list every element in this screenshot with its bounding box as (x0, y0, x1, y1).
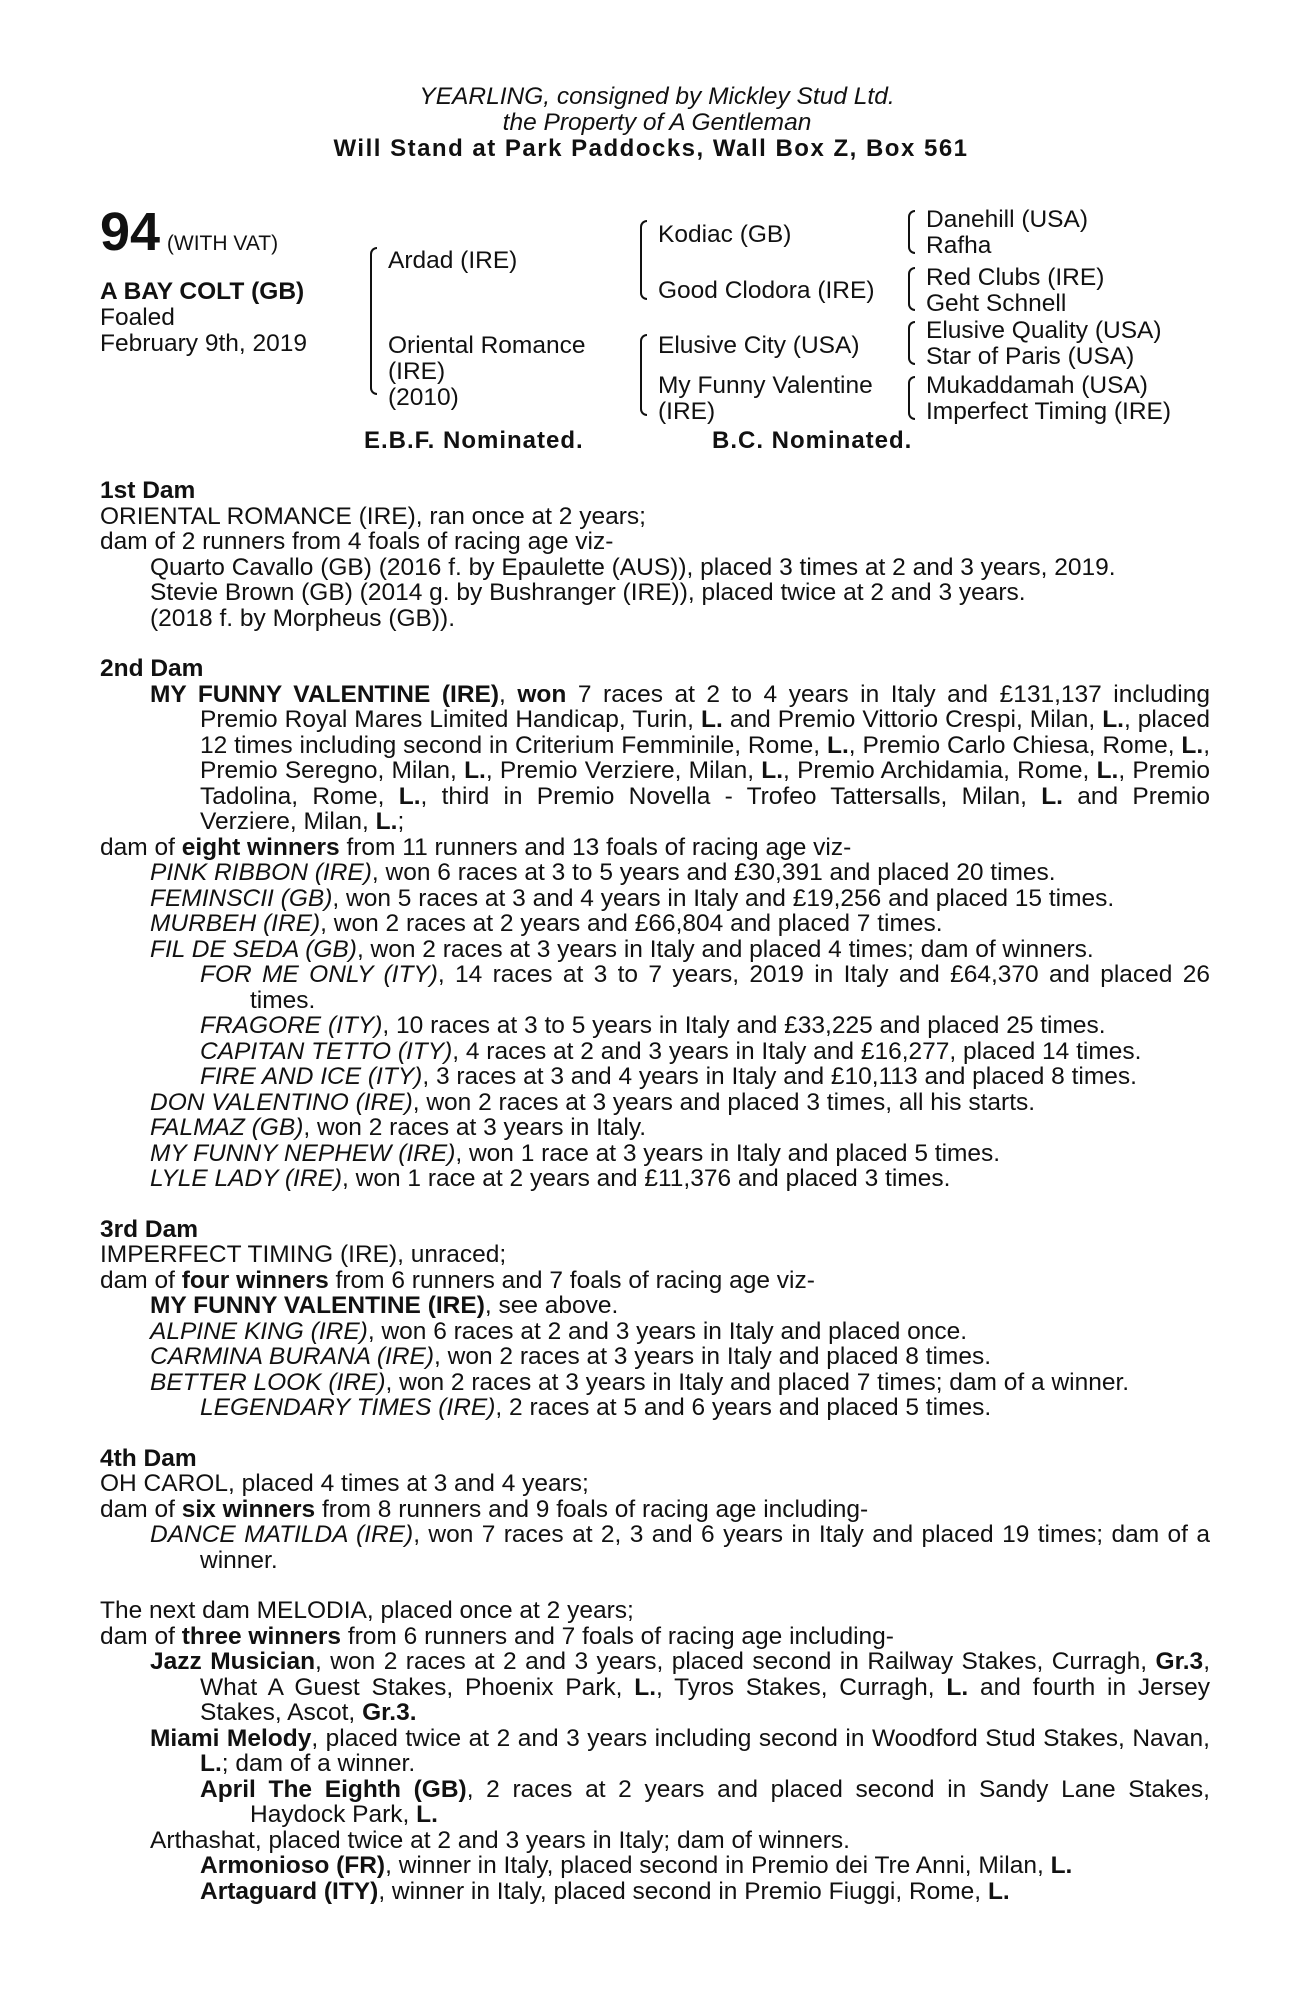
pedigree-text (100, 478, 1210, 1929)
produce-entry: BETTER LOOK (IRE), won 2 races at 3 years in Italy and placed 7 times; dam of a winner. (150, 1368, 1130, 1396)
pedigree-sire-sire: Kodiac (GB) (658, 221, 792, 248)
next-dam-section (100, 1598, 1210, 1904)
dam-line: ORIENTAL ROMANCE (IRE), ran once at 2 years; (100, 502, 646, 530)
pedigree-dss: Elusive Quality (USA) (926, 317, 1162, 344)
grandproduce-entry: Artaguard (ITY), winner in Italy, placed second in Premio Fiuggi, Rome, L. (200, 1877, 1010, 1905)
property-line: the Property of A Gentleman (502, 109, 812, 136)
pedigree-dam-sire: Elusive City (USA) (658, 332, 860, 359)
grandproduce-entry: LEGENDARY TIMES (IRE), 2 races at 5 and 6 years and placed 5 times. (200, 1394, 992, 1421)
pedigree-ssd: Rafha (926, 232, 992, 259)
produce-entry: MY FUNNY NEPHEW (IRE), won 1 race at 3 years in Italy and placed 5 times. (150, 1139, 1001, 1167)
dam-line: The next dam MELODIA, placed once at 2 years; (100, 1597, 634, 1624)
produce-summary: dam of three winners from 6 runners and 7 foals of racing age including- (100, 1622, 894, 1650)
pedigree-dsd: Star of Paris (USA) (926, 343, 1135, 370)
produce-entry: DON VALENTINO (IRE), won 2 races at 3 years and placed 3 times, all his starts. (150, 1088, 1036, 1116)
pedigree-dam: Oriental Romance (388, 332, 586, 359)
produce-summary: dam of eight winners from 11 runners and 13 foals of racing age viz- (100, 833, 852, 861)
produce-summary: dam of 2 runners from 4 foals of racing age viz- (100, 528, 614, 555)
lot-description: A BAY COLT (GB) (100, 278, 305, 305)
produce-entry: PINK RIBBON (IRE), won 6 races at 3 to 5 years and £30,391 and placed 20 times. (150, 859, 1056, 886)
foaled-label: Foaled (100, 304, 175, 331)
pedigree-brace (640, 334, 647, 416)
produce-entry: Jazz Musician, won 2 races at 2 and 3 years, placed second in Railway Stakes, Curragh, Gr.3, What A Guest Stakes, Phoenix Park, L., Tyros Stakes, Curragh, L. and fourth in Jersey Stakes, Ascot, Gr.3. (150, 1648, 1211, 1726)
fourth-dam-section (100, 1446, 1210, 1574)
grandproduce-entry: FOR ME ONLY (ITY), 14 races at 3 to 7 years, 2019 in Italy and £64,370 and placed 26 times. (200, 961, 1210, 1014)
pedigree-brace (370, 247, 377, 395)
first-dam-section (100, 478, 1210, 631)
pedigree-dds: Mukaddamah (USA) (926, 372, 1148, 399)
produce-entry: Arthashat, placed twice at 2 and 3 years in Italy; dam of winners. (150, 1826, 850, 1854)
pedigree-sdd: Geht Schnell (926, 290, 1067, 317)
second-dam-section (100, 656, 1210, 1192)
section-heading: 3rd Dam (100, 1215, 199, 1243)
third-dam-section (100, 1217, 1210, 1421)
section-heading: 1st Dam (100, 477, 196, 504)
foaled-date: February 9th, 2019 (100, 330, 308, 357)
grandproduce-entry: CAPITAN TETTO (ITY), 4 races at 2 and 3 years in Italy and £16,277, placed 14 times. (200, 1037, 1142, 1065)
produce-entry: FIL DE SEDA (GB), won 2 races at 3 years in Italy and placed 4 times; dam of winners. (150, 935, 1094, 963)
produce-entry: CARMINA BURANA (IRE), won 2 races at 3 years in Italy and placed 8 times. (150, 1343, 992, 1370)
pedigree-brace (908, 210, 915, 254)
pedigree-brace (908, 376, 915, 420)
produce-entry: Quarto Cavallo (GB) (2016 f. by Epaulette (AUS)), placed 3 times at 2 and 3 years, 2019. (150, 553, 1116, 581)
grandproduce-entry: FIRE AND ICE (ITY), 3 races at 3 and 4 years in Italy and £10,113 and placed 8 times. (200, 1063, 1137, 1090)
dam-line: OH CAROL, placed 4 times at 3 and 4 years; (100, 1470, 589, 1497)
pedigree-brace (908, 321, 915, 365)
stabling-line: Will Stand at Park Paddocks, Wall Box Z, Box 561 (333, 135, 969, 162)
produce-entry: FEMINSCII (GB), won 5 races at 3 and 4 years in Italy and £19,256 and placed 15 times. (150, 884, 1115, 912)
section-heading: 2nd Dam (100, 655, 204, 682)
bc-nomination: B.C. Nominated. (712, 427, 913, 454)
produce-entry: LYLE LADY (IRE), won 1 race at 2 years and £11,376 and placed 3 times. (150, 1165, 951, 1192)
pedigree-dam-dam-country: (IRE) (658, 398, 716, 425)
grandproduce-entry: April The Eighth (GB), 2 races at 2 years and placed second in Sandy Lane Stakes, Haydock Park, L. (200, 1775, 1210, 1828)
pedigree-sds: Red Clubs (IRE) (926, 264, 1105, 291)
produce-summary: dam of six winners from 8 runners and 9 foals of racing age including- (100, 1495, 869, 1523)
dam-line: IMPERFECT TIMING (IRE), unraced; (100, 1241, 507, 1268)
pedigree-sire-dam: Good Clodora (IRE) (658, 277, 875, 304)
produce-entry: MY FUNNY VALENTINE (IRE), see above. (150, 1292, 619, 1319)
pedigree-dam-country: (IRE) (388, 358, 446, 385)
dam-record: MY FUNNY VALENTINE (IRE), won 7 races at 2 to 4 years in Italy and £131,137 including Premio Royal Mares Limited Handicap, Turin, L. and Premio Vittorio Crespi, Milan, L., placed 12 times including second in Criterium Femminile, Rome, L., Premio Carlo Chiesa, Rome, L., Premio Seregno, Milan, L., Premio Verziere, Milan, L., Premio Archidamia, Rome, L., Premio Tadolina, Rome, L., third in Premio Novella - Trofeo Tattersalls, Milan, L. and Premio Verziere, Milan, L.; (150, 680, 1210, 835)
pedigree-sss: Danehill (USA) (926, 206, 1089, 233)
pedigree-dam-dam: My Funny Valentine (658, 372, 873, 399)
grandproduce-entry: FRAGORE (ITY), 10 races at 3 to 5 years in Italy and £33,225 and placed 25 times. (200, 1012, 1106, 1039)
lot-header (100, 202, 279, 262)
produce-entry: (2018 f. by Morpheus (GB)). (150, 604, 456, 632)
consignor-line: YEARLING, consigned by Mickley Stud Ltd. (419, 83, 895, 110)
vat-note: (WITH VAT) (166, 232, 279, 255)
pedigree-brace (640, 220, 647, 300)
lot-number: 94 (100, 202, 161, 262)
pedigree-dam-year: (2010) (388, 384, 459, 411)
ebf-nomination: E.B.F. Nominated. (364, 427, 584, 454)
produce-entry: Miami Melody, placed twice at 2 and 3 years including second in Woodford Stud Stakes, Navan, L.; dam of a winner. (150, 1724, 1210, 1777)
pedigree-sire: Ardad (IRE) (388, 247, 518, 274)
produce-entry: FALMAZ (GB), won 2 races at 3 years in Italy. (150, 1114, 647, 1141)
grandproduce-entry: Armonioso (FR), winner in Italy, placed second in Premio dei Tre Anni, Milan, L. (200, 1852, 1073, 1879)
section-heading: 4th Dam (100, 1444, 197, 1472)
produce-entry: DANCE MATILDA (IRE), won 7 races at 2, 3 and 6 years in Italy and placed 19 times; dam of a winner. (150, 1521, 1210, 1574)
pedigree-ddd: Imperfect Timing (IRE) (926, 398, 1172, 425)
produce-summary: dam of four winners from 6 runners and 7 foals of racing age viz- (100, 1266, 815, 1294)
pedigree-brace (908, 267, 915, 311)
produce-entry: ALPINE KING (IRE), won 6 races at 2 and 3 years in Italy and placed once. (150, 1317, 968, 1345)
produce-entry: MURBEH (IRE), won 2 races at 2 years and £66,804 and placed 7 times. (150, 910, 943, 937)
produce-entry: Stevie Brown (GB) (2014 g. by Bushranger (IRE)), placed twice at 2 and 3 years. (150, 579, 1026, 606)
